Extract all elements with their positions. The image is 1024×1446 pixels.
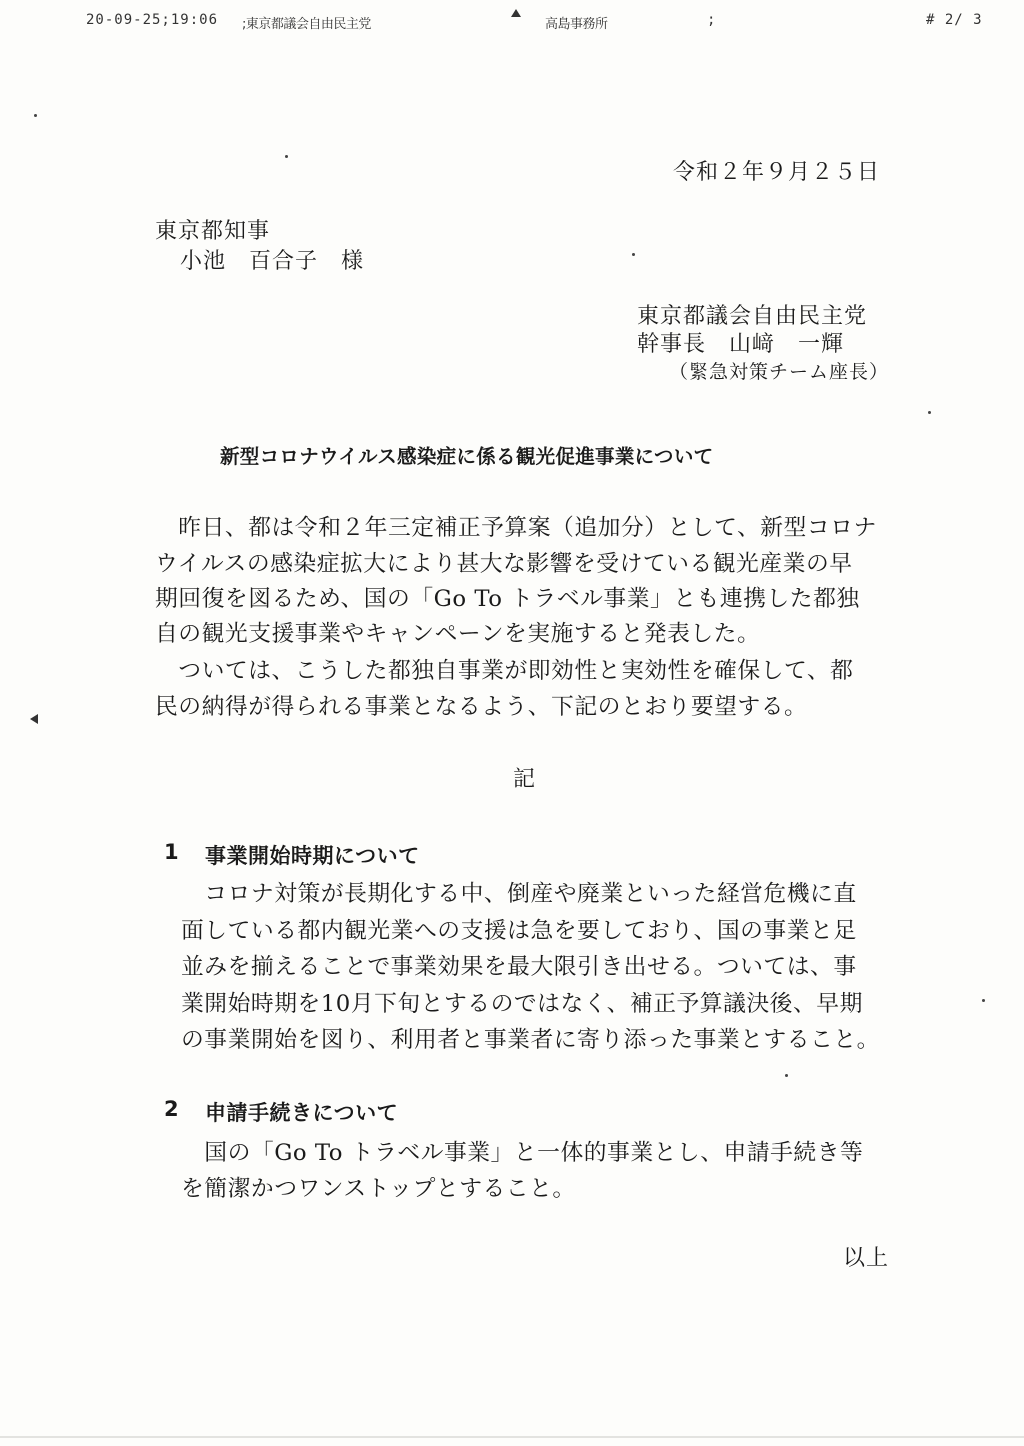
intro-line: 民の納得が得られる事業となるよう、下記のとおり要望する。	[155, 694, 808, 720]
fax-page-number: # 2/ 3	[926, 12, 983, 28]
fax-sender: ;東京都議会自由民主党	[242, 17, 371, 32]
intro-line: 昨日、都は令和２年三定補正予算案（追加分）として、新型コロナ	[155, 515, 877, 541]
page-bottom-edge	[0, 1436, 1024, 1438]
intro-line: ついては、こうした都独自事業が即効性と実効性を確保して、都	[155, 658, 854, 684]
addressee-name: 小池 百合子 様	[180, 249, 365, 274]
intro-line: 自の観光支援事業やキャンペーンを実施すると発表した。	[155, 621, 761, 647]
section-line: 面している都内観光業への支援は急を要しており、国の事業と足	[181, 918, 857, 944]
subject-title: 新型コロナウイルス感染症に係る観光促進事業について	[220, 445, 714, 468]
section-number: 2	[164, 1097, 179, 1121]
triangle-left-icon	[30, 714, 38, 724]
section-heading: 事業開始時期について	[205, 844, 420, 868]
sender-organization: 東京都議会自由民主党	[637, 304, 868, 329]
addressee-title: 東京都知事	[155, 219, 271, 244]
triangle-up-icon	[511, 9, 521, 17]
scan-speck	[785, 1074, 788, 1077]
intro-line: 期回復を図るため、国の「Go To トラベル事業」とも連携した都独	[155, 586, 860, 612]
section-line: 並みを揃えることで事業効果を最大限引き出せる。ついては、事	[181, 954, 857, 980]
scan-speck	[34, 114, 37, 117]
section-line: を簡潔かつワンストップとすること。	[181, 1176, 576, 1202]
ki-marker: 記	[513, 767, 537, 792]
sender-name: 幹事長 山﨑 一輝	[637, 332, 845, 357]
letter-date: 令和２年９月２５日	[673, 160, 881, 185]
section-number: 1	[164, 840, 179, 864]
fax-timestamp: 20-09-25;19:06	[86, 12, 219, 28]
section-line: 国の「Go To トラベル事業」と一体的事業とし、申請手続き等	[181, 1140, 864, 1166]
fax-recipient: 高島事務所	[545, 17, 608, 32]
section-line: 業開始時期を10月下旬とするのではなく、補正予算議決後、早期	[181, 991, 863, 1017]
scan-speck	[632, 253, 635, 256]
section-heading: 申請手続きについて	[205, 1101, 399, 1125]
scan-speck	[982, 999, 985, 1002]
section-line: コロナ対策が長期化する中、倒産や廃業といった経営危機に直	[181, 881, 857, 907]
section-line: の事業開始を図り、利用者と事業者に寄り添った事業とすること。	[181, 1027, 880, 1053]
closing-mark: 以上	[843, 1246, 890, 1271]
scan-speck	[928, 411, 931, 414]
intro-line: ウイルスの感染症拡大により甚大な影響を受けている観光産業の早	[155, 551, 853, 577]
scan-speck	[285, 155, 288, 158]
fax-separator: ;	[707, 12, 717, 28]
sender-role: （緊急対策チーム座長）	[669, 361, 890, 383]
